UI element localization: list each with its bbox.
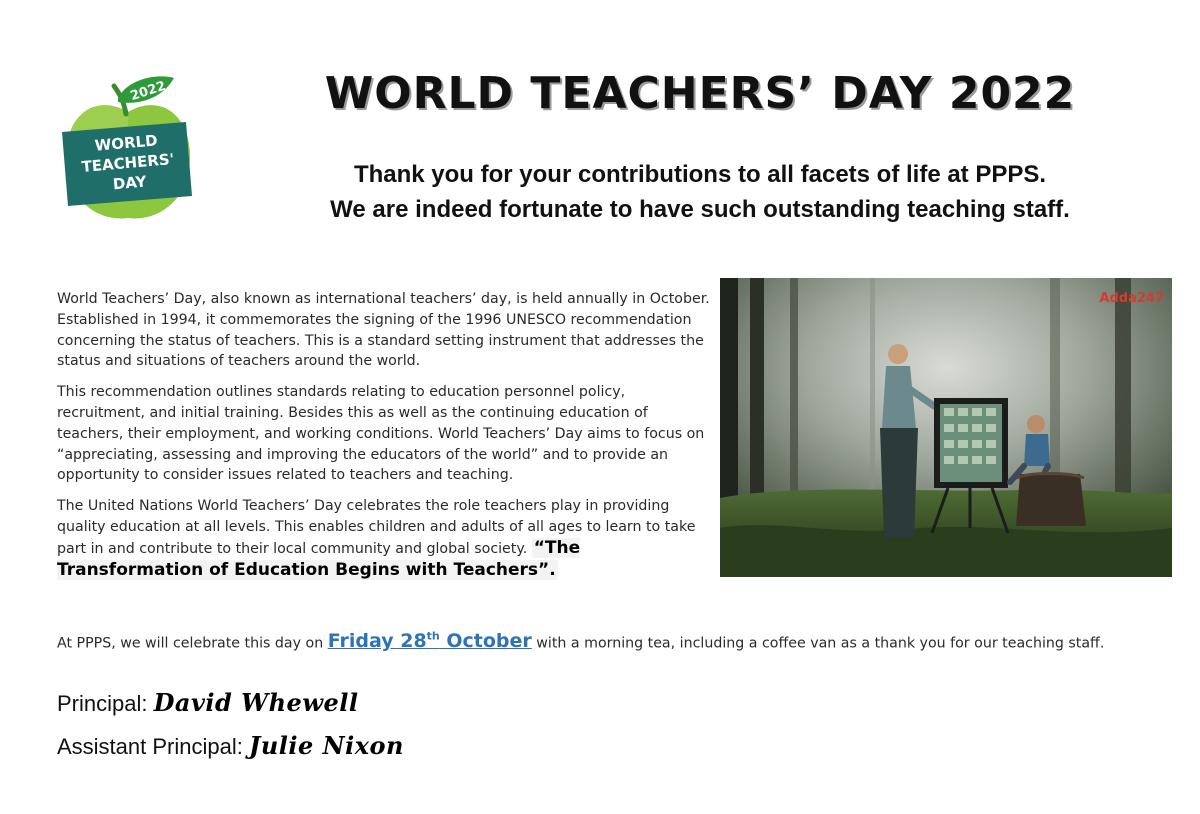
paragraph-2: This recommendation outlines standards relating to education personnel policy, recruitment, and initial training. Besides this as well as the continuing education of teachers, their employment, and working conditions. World Teachers’ Day aims to focus on “appreciating, assessing and improving the educators of the world” and to provide an opportunity to consider issues related to teachers and teaching.	[57, 384, 705, 484]
celebration-date-day: Friday 28	[327, 630, 427, 653]
celebration-prefix: At PPPS, we will celebrate this day on	[57, 635, 328, 652]
teacher-and-child-photo	[720, 278, 1172, 577]
celebration-date-month: October	[439, 630, 532, 653]
thank-you-line-2: We are indeed fortunate to have such outstanding teaching staff.	[330, 196, 1070, 223]
celebration-suffix: with a morning tea, including a coffee van as a thank you for our teaching staff.	[531, 635, 1105, 652]
logo-year-text: 2022	[128, 78, 168, 105]
article-body	[57, 289, 712, 591]
paragraph-3-text: The United Nations World Teachers’ Day celebrates the role teachers play in providing quality education at all levels. This enables children and adults of all ages to learn to take part in and contribute to their local community and global society.	[57, 498, 696, 557]
paragraph-1: World Teachers’ Day, also known as international teachers’ day, is held annually in October. Established in 1994, it commemorates the signing of the 1996 UNESCO recommendation concerning the status of teachers. This is a standard setting instrument that addresses the status and situations of teachers around the world.	[57, 291, 710, 370]
thank-you-line-1: Thank you for your contributions to all facets of life at PPPS.	[353, 161, 1047, 188]
principal-signature: David Whewell	[153, 688, 359, 717]
assistant-principal-signature: Julie Nixon	[248, 731, 404, 760]
logo-text-teachers: TEACHERS'	[80, 149, 175, 177]
logo-text-world: WORLD	[94, 131, 159, 155]
assistant-principal-signature-row	[57, 731, 404, 760]
page-title: WORLD TEACHERS’ DAY 2022	[324, 68, 1076, 119]
celebration-announcement	[57, 630, 1197, 652]
highlight-quote: “The Transformation of Education Begins with Teachers”.	[57, 537, 581, 580]
assistant-principal-label: Assistant Principal:	[57, 734, 249, 759]
celebration-date-link[interactable]	[328, 630, 532, 652]
principal-signature-row	[57, 688, 359, 717]
thank-you-message	[290, 157, 1110, 227]
principal-label: Principal:	[57, 691, 154, 716]
world-teachers-day-logo	[58, 72, 198, 224]
paragraph-3	[57, 496, 712, 581]
photo-watermark: Adda247	[1099, 291, 1164, 306]
celebration-date-suffix: th	[426, 630, 440, 643]
logo-text-day: DAY	[112, 172, 148, 194]
